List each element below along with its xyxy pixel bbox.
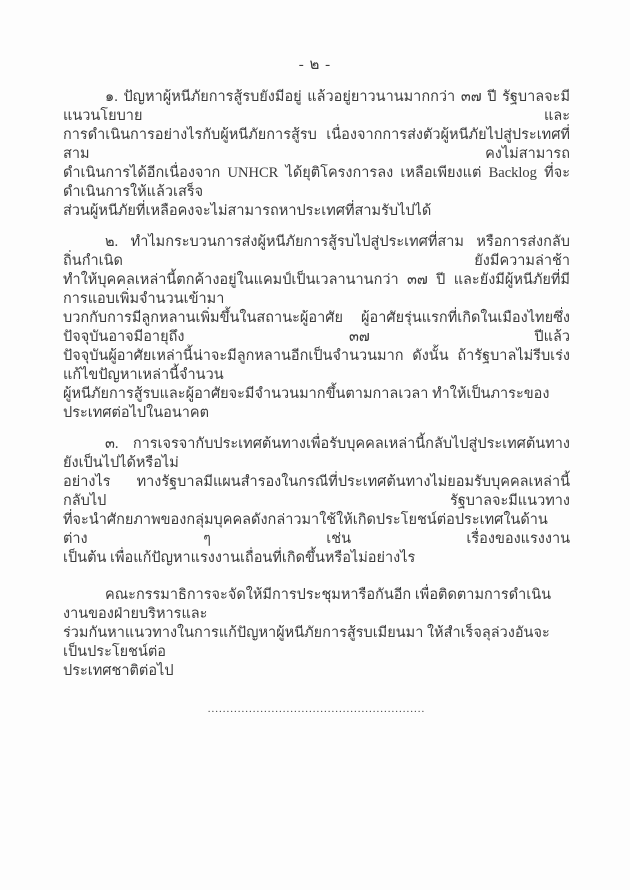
- text-line: ดำเนินการได้อีกเนื่องจาก UNHCR ได้ยุติโครงการลง เหลือเพียงแต่ Backlog ที่จะดำเนินการให้แล้วเสร็จ: [63, 165, 570, 200]
- paragraph-4: [63, 586, 570, 681]
- text-line: อย่างไร ทางรัฐบาลมีแผนสำรองในกรณีที่ประเทศต้นทางไม่ยอมรับบุคคลเหล่านี้กลับไป รัฐบาลจะมีแนวทาง: [63, 474, 570, 509]
- document-body: [63, 88, 570, 715]
- text-line: ประเทศชาติต่อไป: [63, 663, 174, 679]
- text-line: ๓. การเจรจากับประเทศต้นทางเพื่อรับบุคคลเหล่านี้กลับไปสู่ประเทศต้นทางยังเป็นไปได้หรือไม่: [63, 436, 570, 471]
- paragraph-2: [63, 233, 570, 423]
- text-line: ๑. ปัญหาผู้หนีภัยการสู้รบยังมีอยู่ แล้วอยู่ยาวนานมากกว่า ๓๗ ปี รัฐบาลจะมีแนวนโยบาย และ: [63, 89, 570, 124]
- paragraph-3: [63, 435, 570, 568]
- text-line: เป็นต้น เพื่อแก้ปัญหาแรงงานเถื่อนที่เกิดขึ้นหรือไม่อย่างไร: [63, 550, 416, 566]
- text-line: ๒. ทำไมกระบวนการส่งผู้หนีภัยการสู้รบไปสู่ประเทศที่สาม หรือการส่งกลับถิ่นกำเนิด ยังมีความล่าช้า: [63, 234, 570, 269]
- text-line: คณะกรรมาธิการจะจัดให้มีการประชุมหารือกันอีก เพื่อติดตามการดำเนินงานของฝ่ายบริหารและ: [63, 587, 552, 622]
- text-line: ที่จะนำศักยภาพของกลุ่มบุคคลดังกล่าวมาใช้ให้เกิดประโยชน์ต่อประเทศในด้านต่าง ๆ เช่น เรื่องของแรงงาน: [63, 512, 570, 547]
- text-line: บวกกับการมีลูกหลานเพิ่มขึ้นในสถานะผู้อาศัย ผู้อาศัยรุ่นแรกที่เกิดในเมืองไทยซึ่งปัจจุบันอาจมีอายุถึง ๓๗ ปีแล้ว: [63, 310, 570, 345]
- text-line: การดำเนินการอย่างไรกับผู้หนีภัยการสู้รบ เนื่องจากการส่งตัวผู้หนีภัยไปสู่ประเทศที่สาม คงไม่สามารถ: [63, 127, 570, 162]
- text-line: ผู้หนีภัยการสู้รบและผู้อาศัยจะมีจำนวนมากขึ้นตามกาลเวลา ทำให้เป็นภาระของประเทศต่อไปในอนาคต: [63, 386, 550, 421]
- text-line: ส่วนผู้หนีภัยที่เหลือคงจะไม่สามารถหาประเทศที่สามรับไปได้: [63, 203, 432, 219]
- text-line: ปัจจุบันผู้อาศัยเหล่านี้น่าจะมีลูกหลานอีกเป็นจำนวนมาก ดังนั้น ถ้ารัฐบาลไม่รีบเร่งแก้ไขปัญหาเหล่านี้จำนวน: [63, 348, 570, 383]
- dotted-divider: ..........................................................: [207, 703, 426, 715]
- page-number: - ๒ -: [298, 57, 332, 73]
- text-line: ทำให้บุคคลเหล่านี้ตกค้างอยู่ในแคมป์เป็นเวลานานกว่า ๓๗ ปี และยังมีผู้หนีภัยที่มีการแอบเพิ่มจำนวนเข้ามา: [63, 272, 570, 307]
- text-line: ร่วมกันหาแนวทางในการแก้ปัญหาผู้หนีภัยการสู้รบเมียนมา ให้สำเร็จลุล่วงอันจะเป็นประโยชน์ต่อ: [63, 625, 550, 660]
- paragraph-1: [63, 88, 570, 221]
